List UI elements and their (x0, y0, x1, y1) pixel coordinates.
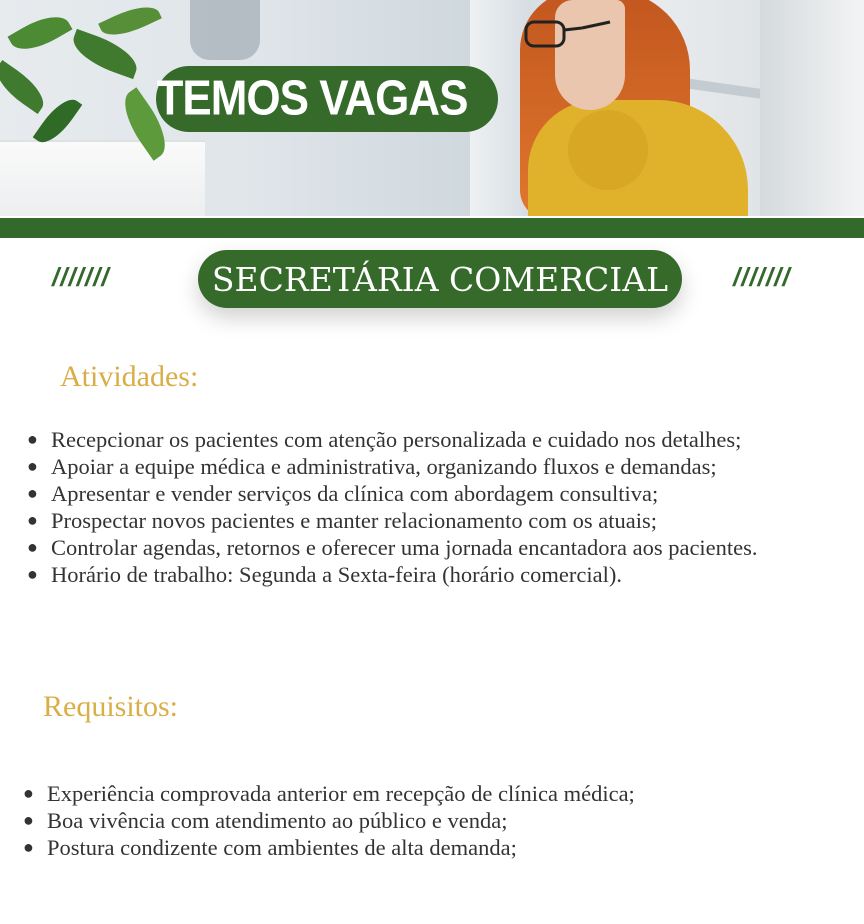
job-title: SECRETÁRIA COMERCIAL (211, 259, 669, 299)
bullet-icon: ● (27, 429, 38, 449)
chair-shape (190, 0, 260, 60)
hiring-badge (156, 66, 498, 132)
list-item: ● Boa vivência com atendimento ao público e venda; (23, 808, 508, 833)
bullet-icon: ● (23, 837, 34, 857)
list-item: ● Experiência comprovada anterior em recepção de clínica médica; (23, 781, 635, 806)
door-shape (760, 0, 864, 216)
decorative-slashes-left: /////// (52, 262, 110, 292)
list-item: ● Apresentar e vender serviços da clínica com abordagem consultiva; (27, 481, 659, 506)
bullet-icon: ● (27, 564, 38, 584)
list-item: ● Recepcionar os pacientes com atenção personalizada e cuidado nos detalhes; (27, 427, 742, 452)
plant-leaf (0, 60, 51, 114)
green-divider-band (0, 218, 864, 238)
list-item: ● Postura condizente com ambientes de alta demanda; (23, 835, 517, 860)
plant-leaf (98, 0, 162, 44)
hero-photo (0, 0, 864, 216)
bullet-icon: ● (27, 456, 38, 476)
bullet-icon: ● (27, 537, 38, 557)
woman-sweater (528, 100, 748, 216)
planter-shape (0, 140, 205, 216)
hiring-badge-text: TEMOS VAGAS (156, 71, 468, 126)
plant-leaf (67, 29, 142, 79)
glasses-icon (522, 16, 612, 50)
plant-leaf (8, 7, 73, 60)
requirements-list (23, 780, 847, 861)
bullet-icon: ● (23, 810, 34, 830)
list-item: ● Prospectar novos pacientes e manter relacionamento com os atuais; (27, 508, 658, 533)
list-item: ● Controlar agendas, retornos e oferecer uma jornada encantadora aos pacientes. (27, 535, 758, 560)
bullet-icon: ● (23, 783, 34, 803)
list-item: ● Apoiar a equipe médica e administrativa, organizando fluxos e demandas; (27, 454, 717, 479)
bullet-icon: ● (27, 510, 38, 530)
requirements-heading: Requisitos: (43, 690, 179, 723)
activities-list (27, 426, 851, 588)
decorative-slashes-right: /////// (733, 262, 791, 292)
list-item: ● Horário de trabalho: Segunda a Sexta-feira (horário comercial). (27, 562, 622, 587)
bullet-icon: ● (27, 483, 38, 503)
activities-heading: Atividades: (60, 360, 199, 393)
job-title-pill (198, 250, 682, 308)
